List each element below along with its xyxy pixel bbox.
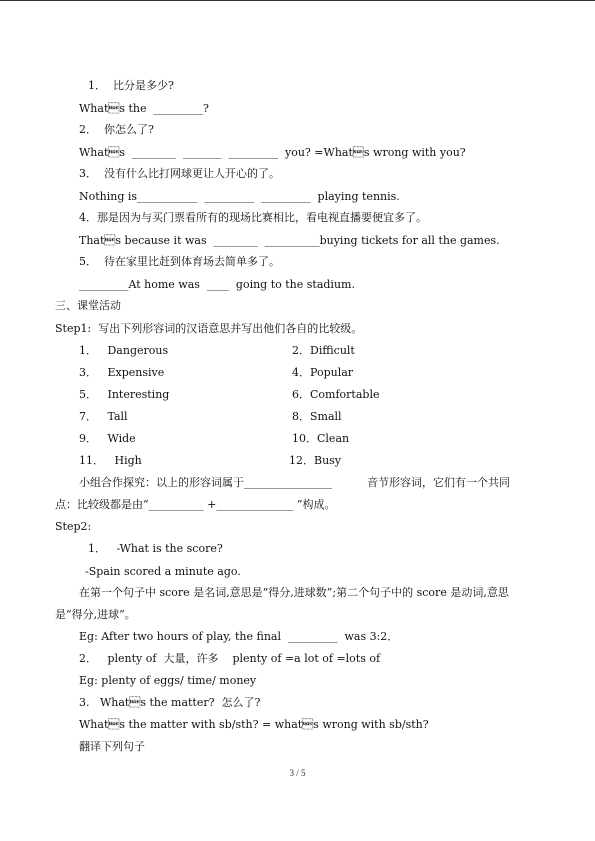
page-number: 3 / 5 — [289, 768, 306, 778]
section-heading: 三、课堂活动 — [55, 299, 121, 312]
score-example: Eg: After two hours of play, the final _________ was 3:2． — [79, 630, 399, 643]
adjective-4: 4．Popular — [292, 366, 354, 379]
q3-english: Nothing is___________ _________ _________ playing tennis. — [79, 190, 400, 203]
translate-instruction: 翻译下列句子 — [79, 740, 145, 753]
q3-chinese: 3． 没有什么比打网球更让人开心的了。 — [79, 167, 280, 180]
adjective-2: 2．Difficult — [292, 344, 355, 357]
adjective-8: 8．Small — [292, 410, 342, 423]
q5-chinese: 5． 待在家里比赶到体育场去简单多了。 — [79, 255, 280, 268]
score-explanation-line-2: 是“得分,进球”。 — [55, 608, 136, 621]
q4-chinese: 4．那是因为与买门票看所有的现场比赛相比，看电视直播要便宜多了。 — [79, 211, 427, 224]
q2-chinese: 2． 你怎么了? — [79, 123, 154, 136]
adjective-12: 12．Busy — [289, 454, 342, 467]
top-border-line — [0, 0, 595, 1]
q1-chinese: 1． 比分是多少? — [88, 79, 174, 92]
matter-example: Whats the matter with sb/sth? = whats wrong with sb/sth? — [79, 718, 429, 731]
q1-english: Whats the _________? — [79, 102, 209, 115]
q2-english: Whats ________ _______ _________ you? =Whats wrong with you? — [79, 146, 466, 159]
group-inquiry-line-1: 小组合作探究：以上的形容词属于________________ 音节形容词，它们有一个共同 — [79, 476, 510, 489]
step2-item1-answer: -Spain scored a minute ago. — [85, 565, 241, 578]
adjective-5: 5． Interesting — [79, 388, 170, 401]
adjective-6: 6．Comfortable — [292, 388, 380, 401]
plenty-of-example: Eg: plenty of eggs/ time/ money — [79, 674, 257, 687]
step1-instruction: Step1: 写出下列形容词的汉语意思并写出他们各自的比较级。 — [55, 322, 363, 335]
step2-item1-question: 1． -What is the score? — [88, 542, 223, 555]
score-explanation-line-1: 在第一个句子中 score 是名词,意思是“得分,进球数”;第二个句子中的 score 是动词,意思 — [79, 586, 509, 599]
matter-item: 3. Whats the matter? 怎么了? — [79, 696, 261, 709]
adjective-9: 9． Wide — [79, 432, 136, 445]
plenty-of-item: 2． plenty of 大量，许多 plenty of =a lot of =lots of — [79, 652, 381, 665]
adjective-1: 1． Dangerous — [79, 344, 169, 357]
adjective-11: 11． High — [79, 454, 142, 467]
q5-english: _________At home was ____ going to the stadium. — [79, 278, 355, 291]
q4-english: Thats because it was ________ __________buying tickets for all the games. — [79, 234, 500, 247]
adjective-7: 7． Tall — [79, 410, 128, 423]
group-inquiry-line-2: 点：比较级都是由“__________ +______________ ”构成。 — [55, 498, 336, 511]
step2-heading: Step2: — [55, 520, 92, 533]
adjective-10: 10．Clean — [292, 432, 350, 445]
adjective-3: 3． Expensive — [79, 366, 165, 379]
